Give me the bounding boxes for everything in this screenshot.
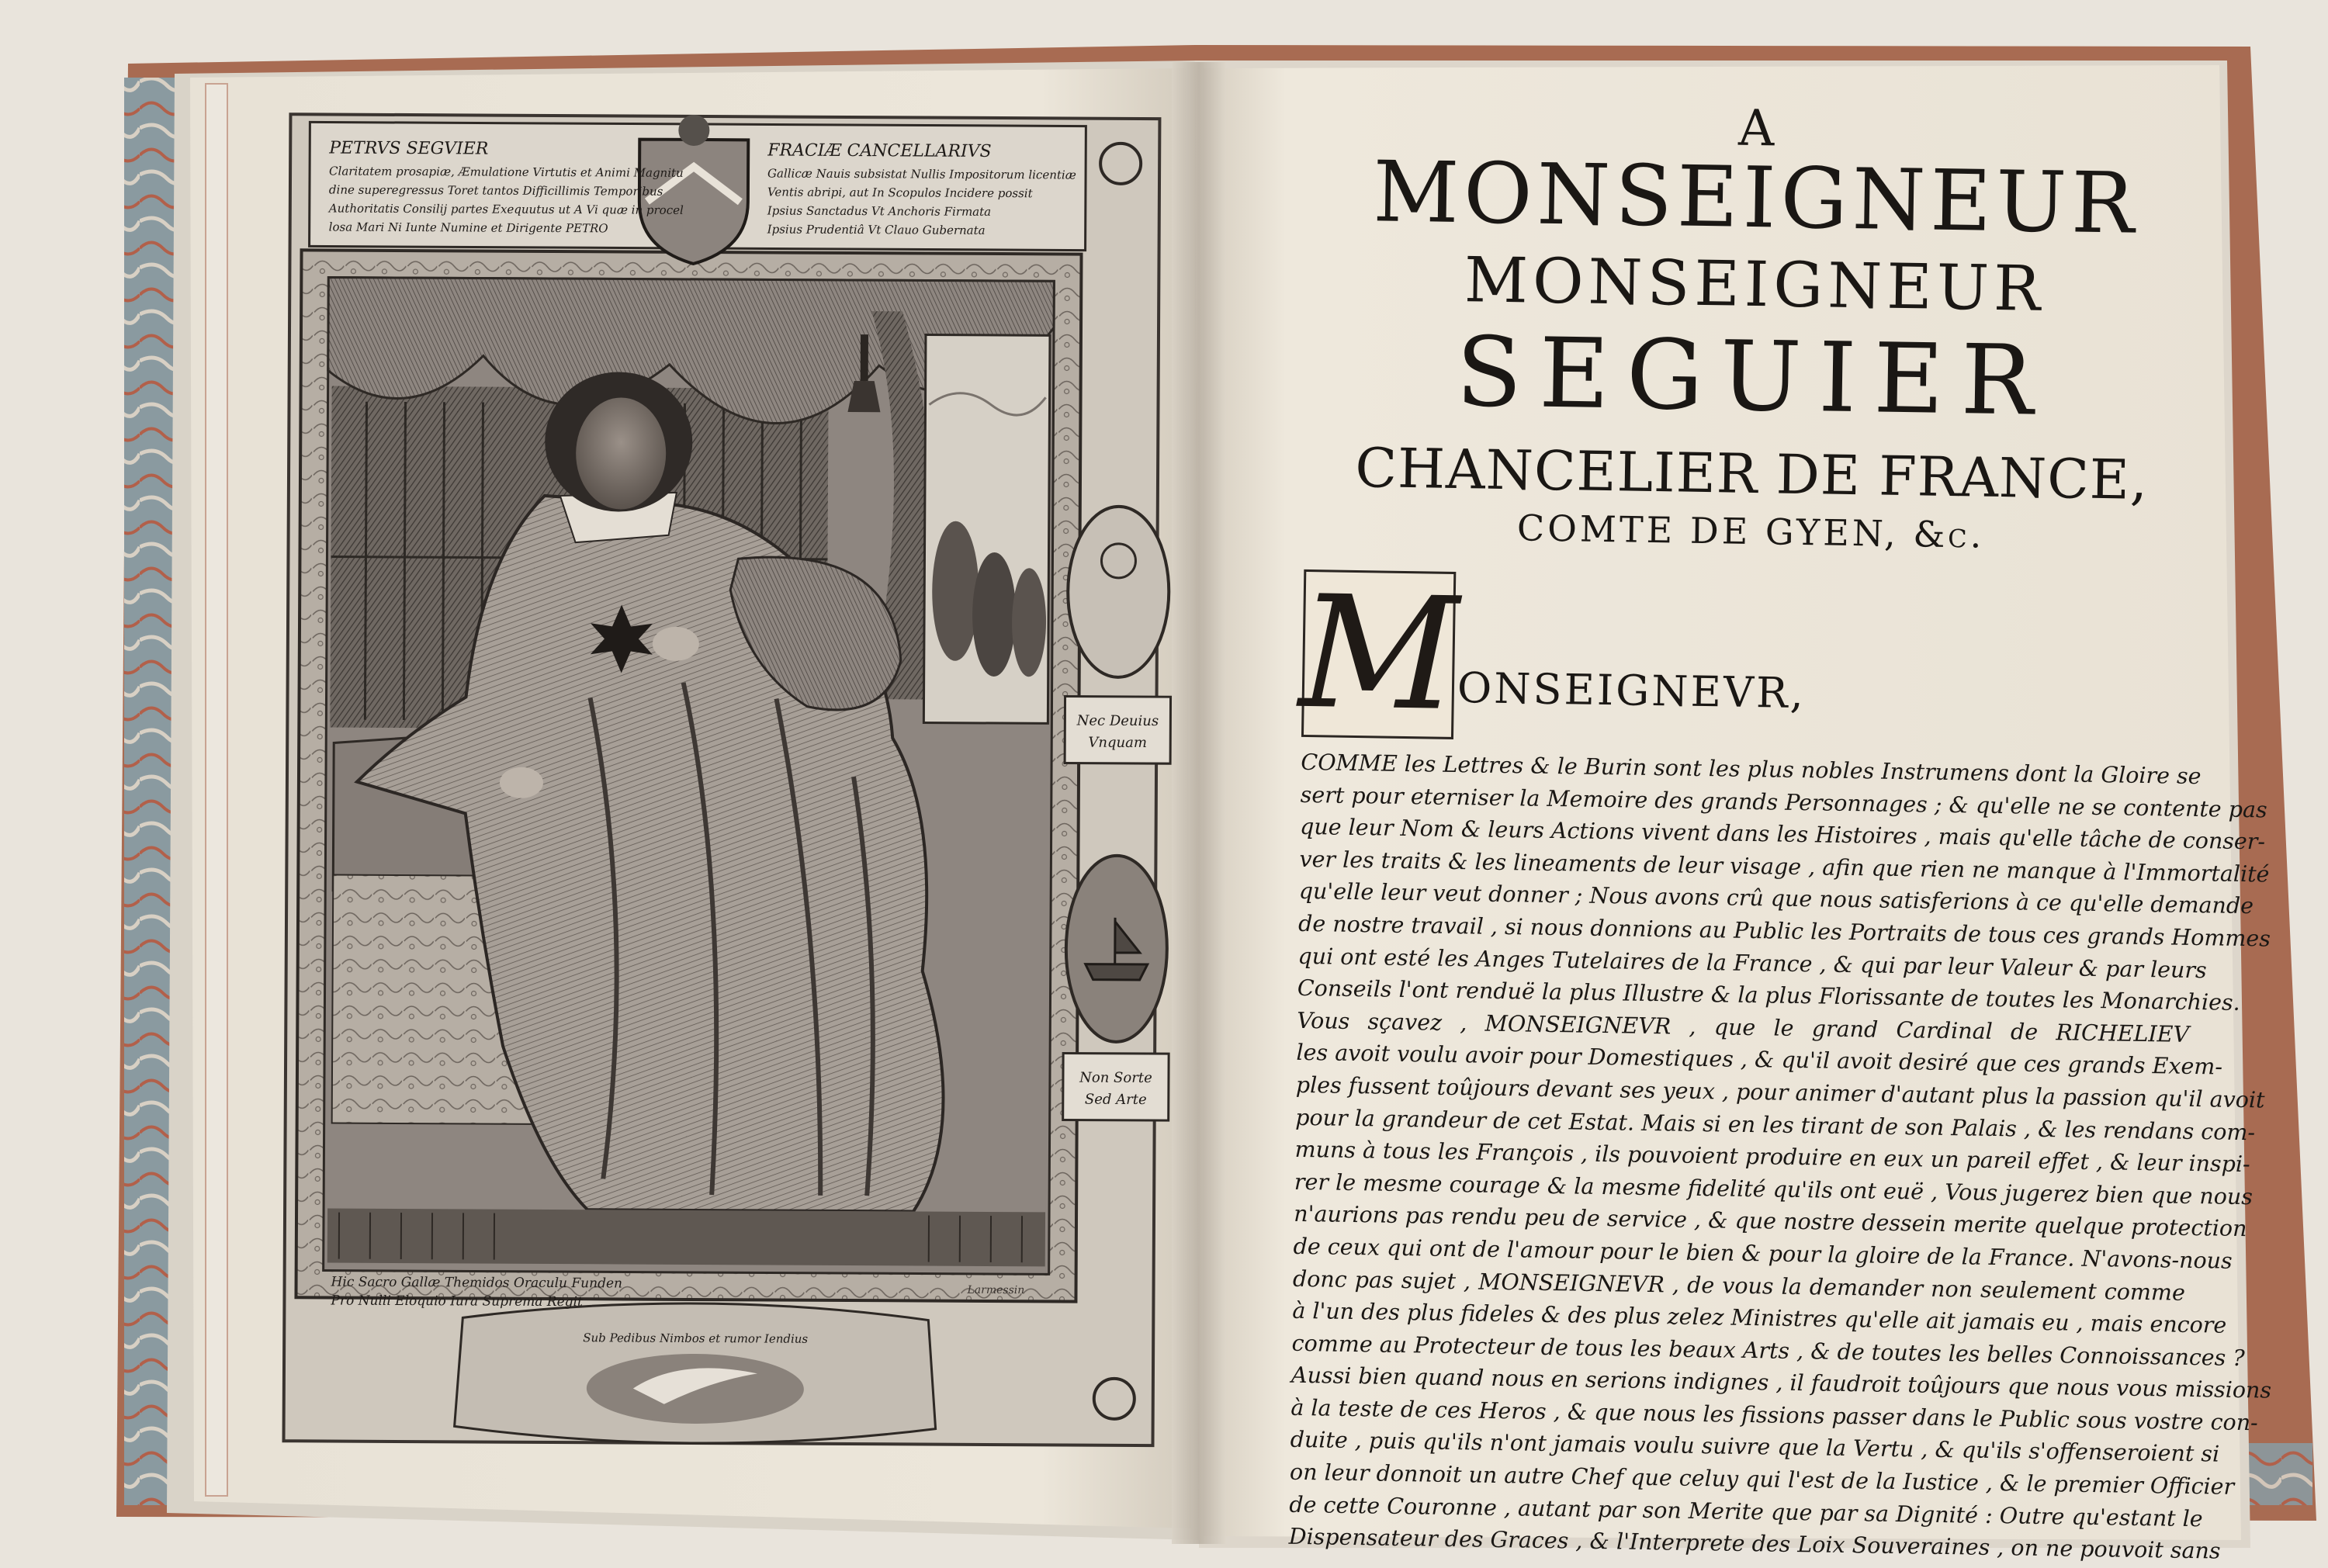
motto-lower-line-2: Sed Arte (1085, 1092, 1147, 1108)
bottom-cartouche-motto: Sub Pedibus Nimbos et rumor Iendius (583, 1331, 808, 1346)
title-seguier: SEGUIER (1306, 317, 2200, 438)
bottom-inscription-line-2: Pro Nulli Eloquio Iura Suprema Regit (330, 1293, 583, 1310)
body-line: donc pas sujet , MONSEIGNEVR , de vous la demander non seulement comme (1293, 1262, 2186, 1309)
title-monseigneur-1: MONSEIGNEUR (1309, 146, 2203, 251)
body-line: on leur donnoit un autre Chef que celuy qui l'est de la Iustice , & le premier Officier (1290, 1456, 2183, 1503)
carpet-fringe (327, 1209, 1045, 1267)
portrait-engraving (284, 112, 1174, 1445)
body-line: rer le mesme courage & la mesme fidelité qu'ils ont euë , Vous jugerez bien que nous (1294, 1166, 2188, 1213)
decorated-initial: M (1301, 569, 1456, 739)
body-line: comme au Protecteur de tous les beaux Arts , & de toutes les belles Connoissances ? (1291, 1327, 2184, 1373)
body-line: qui ont esté les Anges Tutelaires de la France , & qui par leur Valeur & par leurs (1297, 940, 2191, 986)
body-line: Conseils l'ont renduë la plus Illustre & la plus Florissante de toutes les Monarchies. (1297, 972, 2191, 1019)
motto-lower-line-1: Non Sorte (1079, 1070, 1152, 1086)
title-a: A (1311, 93, 2204, 164)
dedication-page-text (1288, 93, 2203, 1567)
body-line: à l'un des plus fideles & des plus zelez Ministres qu'elle ait jamais eu , mais encore (1292, 1295, 2185, 1341)
body-line: à la teste de ces Heros , & que nous les fissions passer dans le Public sous vostre con- (1290, 1392, 2184, 1438)
cartouche-line-right-4: Ipsius Prudentiâ Vt Clauo Gubernata (767, 222, 986, 237)
sitter-hand (653, 627, 699, 661)
dedication-body (1288, 746, 2193, 1567)
body-line: ver les traits & les lineaments de leur visage , afin que rien ne manque à l'Immortalité (1299, 843, 2192, 890)
body-line: Vous sçavez , MONSEIGNEVR , que le grand Cardinal de RICHELIEV (1297, 1005, 2190, 1051)
cartouche-line-left-3: Authoritatis Consilij partes Exequutus ut A Vi quæ in procel (327, 201, 684, 216)
body-line: qu'elle leur veut donner ; Nous avons crû que nous satisferions à ce qu'elle demande (1299, 875, 2192, 922)
title-chancelier: CHANCELIER DE FRANCE, (1305, 436, 2198, 512)
body-line: pour la grandeur de cet Estat. Mais si en les tirant de son Palais , & les rendans com- (1295, 1101, 2188, 1147)
engraver-signature: Larmessin (966, 1284, 1024, 1296)
motto-scroll-lower (1063, 1053, 1169, 1120)
body-line: de ceux qui ont de l'amour pour le bien & pour la gloire de la France. N'avons-nous (1293, 1231, 2186, 1277)
salutation-row (1301, 569, 2196, 754)
cartouche-line-left-2: dine superegressus Toret tantos Difficillimis Temporibus (329, 182, 663, 198)
book-gutter (1172, 62, 1226, 1544)
coat-of-arms (639, 140, 748, 265)
body-line: de nostre travail , si nous donnions au Public les Portraits de tous ces grands Hommes (1298, 908, 2191, 954)
body-line: n'aurions pas rendu peu de service , & que nostre dessein merite quelque protection (1294, 1198, 2187, 1244)
body-line: muns à tous les François , ils pouvoient produire en eux un pareil effet , & leur inspi- (1294, 1134, 2188, 1180)
cartouche-line-right-1: Gallicæ Nauis subsistat Nullis Impositorum licentiæ (767, 166, 1076, 182)
cartouche-line-left-4: losa Mari Ni Iunte Numine et Dirigente PETRO (329, 220, 608, 235)
sitter-left-hand (500, 767, 543, 798)
body-line: Aussi bien quand nous en serions indignes , il faudroit toûjours que nous vous missions (1291, 1359, 2184, 1406)
cartouche-line-right-3: Ipsius Sanctadus Vt Anchoris Firmata (767, 203, 991, 219)
title-comte: COMTE DE GYEN, &c. (1304, 503, 2198, 560)
cartouche-title-left: PETRVS SEGVIER (328, 138, 488, 158)
motto-upper-line-1: Nec Deuius (1076, 713, 1159, 730)
cartouche-line-left-1: Claritatem prosapiæ, Æmulatione Virtutis et Animi Magnitu (329, 164, 684, 179)
body-line: ples fussent toûjours devant ses yeux , pour animer d'autant plus la passion qu'il avoit (1296, 1069, 2189, 1116)
motto-upper-line-2: Vnquam (1088, 735, 1147, 751)
sitter-face (576, 397, 667, 510)
body-line: duite , puis qu'ils n'ont jamais voulu suivre que la Vertu , & qu'ils s'offenseroient si (1290, 1424, 2183, 1470)
cartouche-title-right: FRACIÆ CANCELLARIVS (767, 140, 992, 161)
body-line: COMME les Lettres & le Burin sont les plus nobles Instrumens dont la Gloire se (1301, 746, 2194, 793)
title-monseigneur-2: MONSEIGNEUR (1308, 242, 2202, 327)
bottom-inscription-line-1: Hic Sacro Gallæ Themidos Oraculu Funden (331, 1275, 623, 1292)
coat-of-arms-crest (678, 115, 709, 146)
motto-scroll-upper (1065, 696, 1170, 763)
curtain-tassel (861, 334, 868, 381)
emblem-medallion-upper (1068, 506, 1169, 677)
body-line: que leur Nom & leurs Actions vivent dans les Histoires , mais qu'elle tâche de conser- (1300, 811, 2193, 857)
body-line: les avoit voulu avoir pour Domestiques , & qu'il avoit desiré que ces grands Exem- (1296, 1037, 2189, 1083)
cartouche-line-right-2: Ventis abripi, aut In Scopulos Incidere possit (767, 185, 1034, 200)
binding-stub (206, 84, 227, 1496)
body-line: sert pour eterniser la Memoire des grands Personnages ; & qu'elle ne se contente pas (1300, 778, 2193, 825)
body-line: de cette Couronne , autant par son Merite que par sa Dignité : Outre qu'estant le (1289, 1488, 2182, 1535)
body-line: Dispensateur des Graces , & l'Interprete des Loix Souveraines , on ne pouvoit sans (1288, 1521, 2181, 1567)
salutation: ONSEIGNEVR, (1457, 663, 1806, 718)
